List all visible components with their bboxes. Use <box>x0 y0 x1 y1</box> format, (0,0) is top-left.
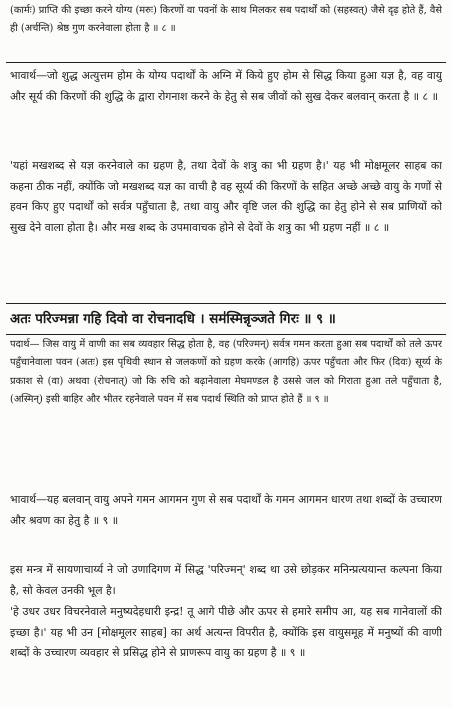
bhavartha-paragraph-9: भावार्थ—यह बलवान् वायु अपने गमन आगमन गुण से सब पदार्थों के गमन आगमन धारण तथा शब्दों के उच्चारण और श्रवण का हेतु है ॥ ९ ॥ <box>10 493 442 527</box>
commentary-paragraph-8: 'यहां मखशब्द से यज्ञ करनेवाले का ग्रहण है, तथा देवों के शत्रु का भी ग्रहण है।' यह भी मोक्षमूलर साहब का कहना ठीक नहीं, क्योंकि जो मखशब्द यज्ञ का वाची है वह सूर्य्य की किरणों के सहित अच्छे अच्छे वायु के गणों से हवन किए हुए पदार्थों को सर्वत्र पहुँचाता है, तथा वायु और वृष्टि जल की शुद्धि का हेतु होने से सब प्राणियों को सुख देने वाला होता है। और मख शब्द के उपमावाचक होने से देवों के शत्रु का भी ग्रहण नहीं ॥ ८ ॥ <box>10 159 442 234</box>
mantra-verse-9: अतः परिज्मन्ना गहि दिवो वा रोचनादधि । सम॑स्मिन्नृञ्जते गिरः ॥ ९ ॥ <box>10 311 336 327</box>
divider-top <box>6 62 446 63</box>
commentary-paragraph-9a: इस मन्त्र में सायणाचार्य्य ने जो उणादिगण में सिद्ध 'परिज्मन्' शब्द था उसे छोड़कर मनिन्प्रत्ययान्त कल्पना किया है, सो केवल उनकी भूल है। <box>10 563 442 597</box>
divider-verse-top <box>6 303 446 304</box>
bhavartha-paragraph-8: भावार्थ—जो शुद्ध अत्युत्तम होम के योग्य पदार्थों के अग्नि में किये हुए होम से सिद्ध किया हुआ यज्ञ है, वह वायु और सूर्य की किरणों की शुद्धि के द्वारा रोगनाश करने के हेतु से सब जीवों को सुख देकर बलवान् करता है ॥ ८ ॥ <box>10 69 442 103</box>
padartha-paragraph-8: (कार्मः) प्राप्ति की इच्छा करने योग्य (मरुः) किरणों वा पवनों के साथ मिलकर सब पदार्थों को (सहस्वत्) जैसे दृढ़ होते हैं, वैसे ही (अर्चन्ति) श्रेष्ठ गुण करनेवाला होता है ॥ ८ ॥ <box>10 5 442 35</box>
divider-verse-bottom <box>6 334 446 335</box>
commentary-paragraph-9b: 'हे उधर उधर विचरनेवाले मनुष्यदेहधारी इन्द्र! तू आगे पीछे और ऊपर से हमारे समीप आ, यह सब गानेवालों की इच्छा है।' यह भी उन [मोक्षमूलर साहब] का अर्थ अत्यन्त विपरीत है, क्योंकि इस वायुसमूह में मनुष्यों की वाणी शब्दों के उच्चारण व्यवहार से प्रसिद्ध होने से प्राणरूप वायु का ग्रहण है ॥ ९ ॥ <box>10 605 442 659</box>
padartha-paragraph-9: पदार्थ— जिस वायु में वाणी का सब व्यवहार सिद्ध होता है, वह (परिज्मन्) सर्वत्र गमन करता हुआ सब पदार्थों को तले ऊपर पहुँचानेवाला पवन (अतः) इस पृथिवी स्थान से जलकणों को ग्रहण करके (आगहि) ऊपर पहुँचता और फिर (दिवः) सूर्य्य के प्रकाश से (वा) अथवा (रोचनात्) जो कि रुचि को बढ़ानेवाला मेघमण्डल है उससे जल को गिराता हुआ तले पहुँचाता है, (अस्मिन्) इसी बाहिर और भीतर रहनेवाले पवन में सब पदार्थ स्थिति को प्राप्त होते हैं ॥ ९ ॥ <box>10 339 442 406</box>
